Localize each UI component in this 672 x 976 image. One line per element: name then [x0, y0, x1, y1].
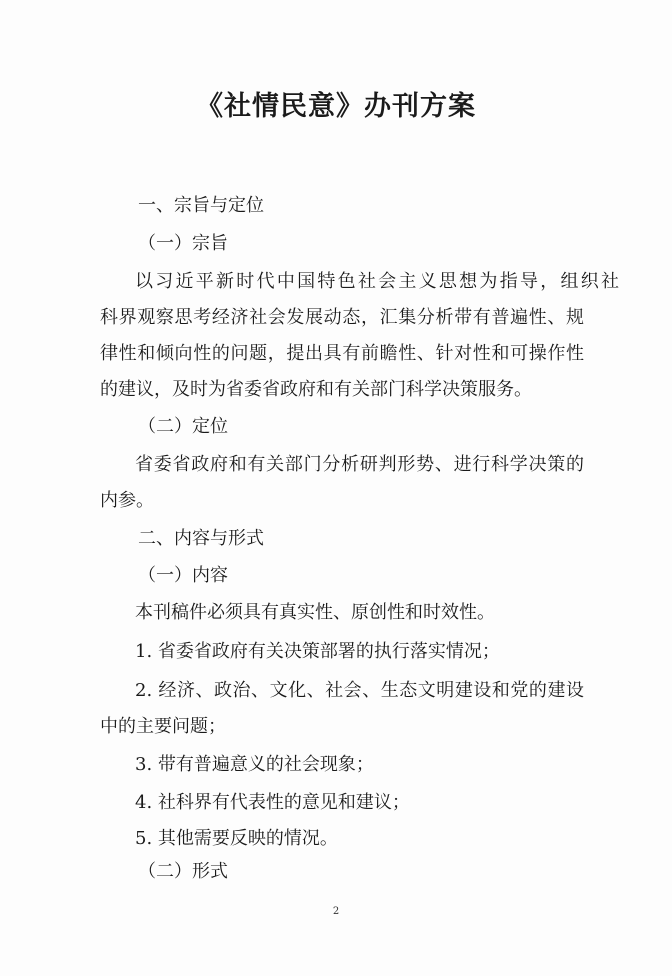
section-heading: 二、内容与形式 [138, 528, 264, 549]
subsection-heading: （二）形式 [138, 861, 228, 882]
paragraph-line: 科界观察思考经济社会发展动态，汇集分析带有普遍性、规 [100, 307, 584, 328]
page-number: 2 [332, 906, 340, 917]
paragraph-line: 以习近平新时代中国特色社会主义思想为指导，组织社 [135, 271, 619, 292]
list-item: 2. 经济、政治、文化、社会、生态文明建设和党的建设 [135, 680, 584, 701]
subsection-heading: （二）定位 [138, 416, 228, 437]
list-item-continuation: 中的主要问题； [100, 716, 226, 737]
paragraph-line: 的建议，及时为省委省政府和有关部门科学决策服务。 [100, 379, 532, 400]
page-title: 《社情民意》办刊方案 [196, 91, 476, 122]
subsection-heading: （一）内容 [138, 565, 228, 586]
paragraph-line: 律性和倾向性的问题，提出具有前瞻性、针对性和可操作性 [100, 343, 584, 364]
list-item: 1. 省委省政府有关决策部署的执行落实情况； [135, 641, 500, 662]
subsection-heading: （一）宗旨 [138, 233, 228, 254]
list-item: 4. 社科界有代表性的意见和建议； [135, 792, 410, 813]
paragraph-line: 省委省政府和有关部门分析研判形势、进行科学决策的 [135, 454, 584, 475]
paragraph-line: 本刊稿件必须具有真实性、原创性和时效性。 [135, 602, 495, 623]
list-item: 5. 其他需要反映的情况。 [135, 828, 338, 849]
section-heading: 一、宗旨与定位 [138, 195, 264, 216]
paragraph-line: 内参。 [100, 490, 154, 511]
list-item: 3. 带有普遍意义的社会现象； [135, 754, 374, 775]
